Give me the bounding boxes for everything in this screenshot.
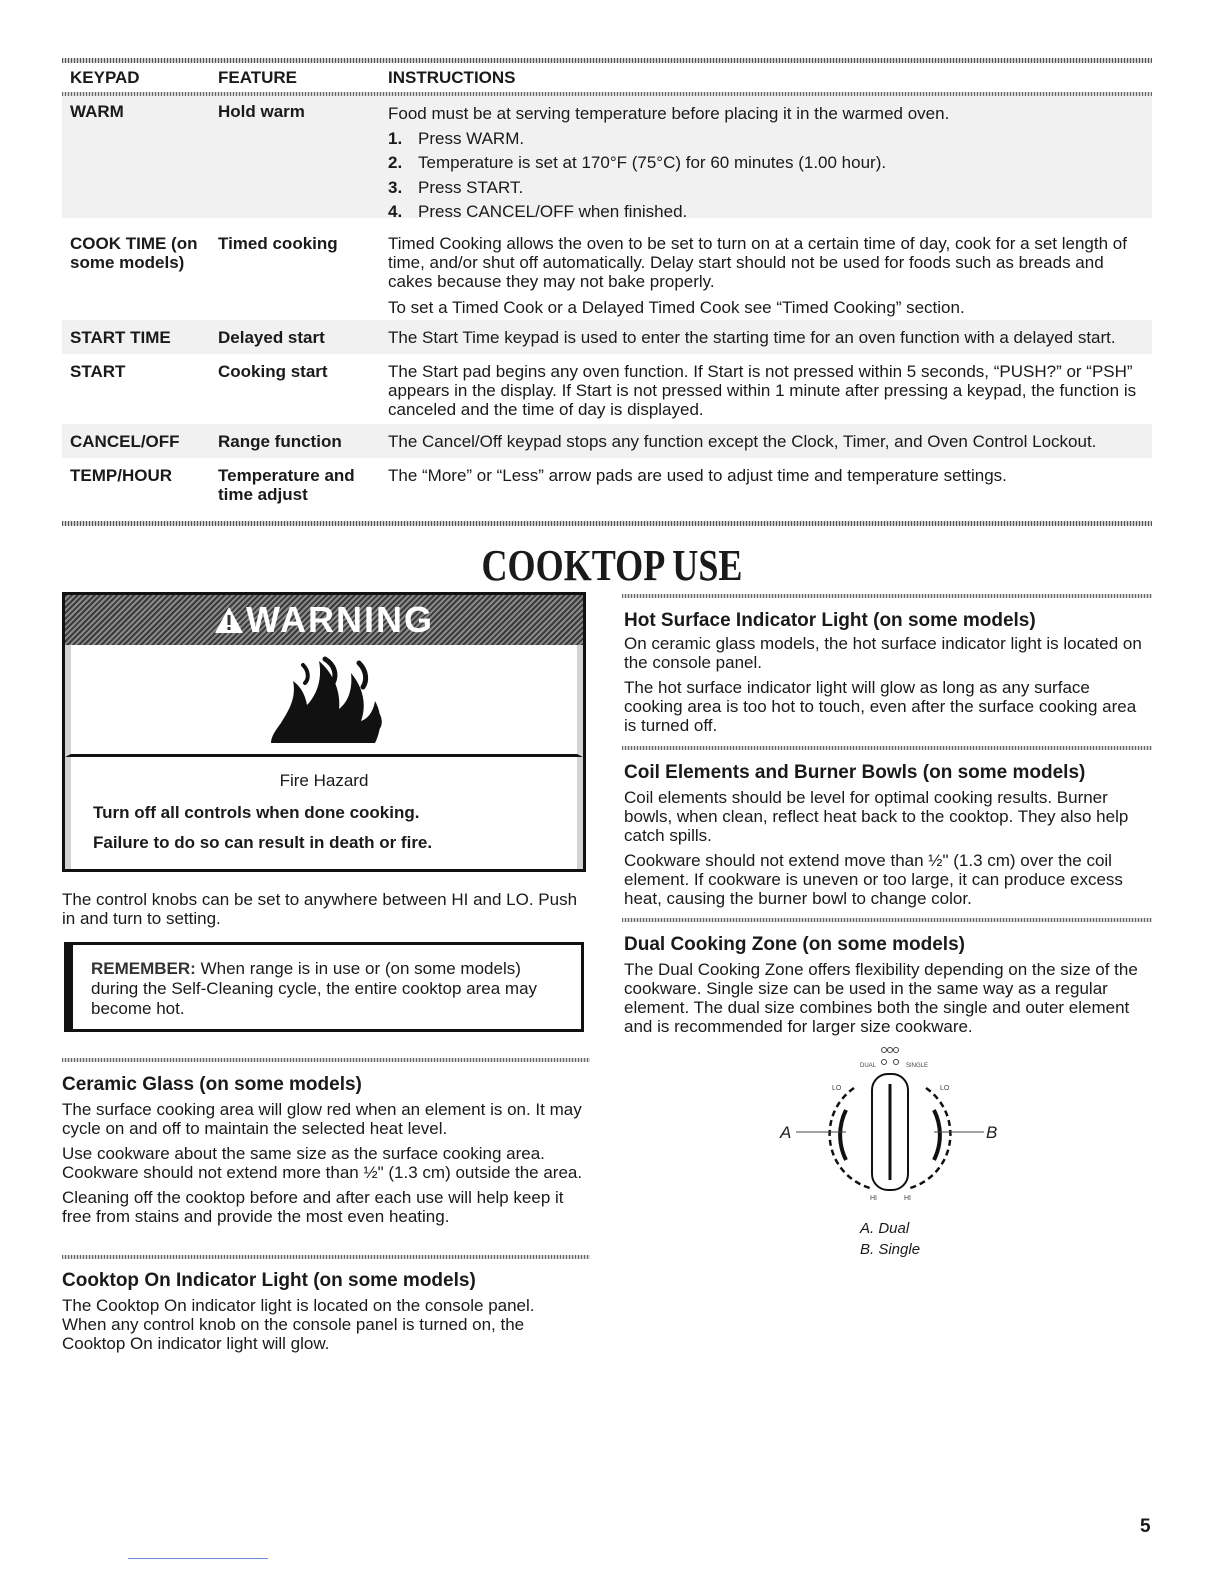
fire-icon: [263, 651, 393, 751]
coil-title: Coil Elements and Burner Bowls (on some models): [624, 762, 1086, 783]
hot-surface-text: [624, 634, 1152, 735]
knobs-text: The control knobs can be set to anywhere between HI and LO. Push in and turn to setting.: [62, 890, 578, 928]
coil-p1: Coil elements should be level for optimal cooking results. Burner bowls, when clean, reflect heat back to the cooktop. They also help catch spills.: [624, 788, 1129, 845]
warning-text-panel: [65, 757, 583, 869]
warning-icon-panel: [65, 645, 583, 757]
feature-start: Cooking start: [218, 362, 328, 381]
warm-steps: [388, 127, 1148, 225]
table-bottom-rule: [62, 521, 1152, 526]
feature-warm: Hold warm: [218, 102, 305, 121]
hot-surface-rule: [622, 594, 1152, 598]
warning-header: [65, 595, 583, 645]
feature-cancel-off: Range function: [218, 432, 342, 451]
cooktop-on-title: Cooktop On Indicator Light (on some models): [62, 1270, 476, 1291]
keypad-start-time: START TIME: [70, 328, 171, 347]
dial-arc-right-thick: [934, 1110, 940, 1160]
dial-arc-left-thick: [840, 1110, 846, 1160]
ceramic-rule: [62, 1058, 590, 1062]
cooktop-on-rule: [62, 1255, 590, 1259]
caption-a: A. Dual: [860, 1220, 910, 1237]
coil-rule: [622, 746, 1152, 750]
callout-b: B: [986, 1123, 998, 1142]
warning-header-text: WARNING: [246, 599, 434, 640]
dual-ring-dot-2: [888, 1048, 893, 1053]
callout-a: A: [780, 1123, 792, 1142]
dual-ring-dot-3: [894, 1048, 899, 1053]
knob-label-lo-right: LO: [940, 1085, 950, 1092]
cooktop-on-p1: The Cooktop On indicator light is located on the console panel. When any control knob on the console panel is turned on, the Cooktop On indicator light will glow.: [62, 1296, 535, 1353]
hot-surface-title: Hot Surface Indicator Light (on some models): [624, 610, 1036, 631]
section-title: COOKTOP USE: [481, 541, 743, 590]
keypad-temp-hour: TEMP/HOUR: [70, 466, 172, 485]
ceramic-text: [62, 1100, 590, 1226]
dual-title: Dual Cooking Zone (on some models): [624, 934, 965, 955]
ceramic-title: Ceramic Glass (on some models): [62, 1074, 362, 1095]
ceramic-p3: Cleaning off the cooktop before and after each use will help keep it free from stains and provide the most even heating.: [62, 1188, 564, 1226]
knob-label-lo-left: LO: [832, 1085, 842, 1092]
instructions-start-time: The Start Time keypad is used to enter the starting time for an oven function with a delayed start.: [388, 328, 1116, 347]
feature-temp-hour: Temperature and time adjust: [218, 466, 355, 504]
cook-time-text-1: Timed Cooking allows the oven to be set to turn on at a certain time of day, cook for a set length of time, and/or shut off automatically. Delay start should not be used for foods such as breads and cakes because they may not bake properly.: [388, 234, 1127, 291]
keypad-warm: WARM: [70, 102, 124, 121]
hot-surface-p2: The hot surface indicator light will glow as long as any surface cooking area is too hot to touch, even after the surface cooking area is turned off.: [624, 678, 1137, 735]
knob-label-single: SINGLE: [906, 1063, 929, 1069]
knob-caption: [860, 1218, 920, 1260]
coil-text: [624, 788, 1152, 908]
warm-step-2: 2. Temperature is set at 170°F (75°C) for 60 minutes (1.00 hour).: [388, 153, 887, 172]
dual-p1: The Dual Cooking Zone offers flexibility depending on the size of the cookware. Single size can be used in the same way as a regular element. The dual size combines both the single and outer element and is recommended for larger size cookware.: [624, 960, 1138, 1036]
single-ring-dot-1: [882, 1060, 887, 1065]
header-instructions: INSTRUCTIONS: [388, 68, 516, 87]
feature-cook-time: Timed cooking: [218, 234, 338, 253]
dial-arc-right: [910, 1088, 950, 1188]
caption-b: B. Single: [860, 1241, 921, 1258]
dual-ring-dot-1: [882, 1048, 887, 1053]
warning-line-2: Failure to do so can result in death or fire.: [93, 833, 433, 852]
knob-label-hi-left: HI: [870, 1195, 877, 1200]
feature-start-time: Delayed start: [218, 328, 325, 347]
remember-text: When range is in use or (on some models) during the Self-Cleaning cycle, the entire cooktop area may become hot.: [91, 959, 538, 1018]
instructions-warm: [388, 102, 1148, 225]
warning-hazard: Fire Hazard: [279, 771, 369, 790]
ceramic-p1: The surface cooking area will glow red when an element is on. It may cycle on and off to maintain the selected heat level.: [62, 1100, 582, 1138]
ceramic-p2: Use cookware about the same size as the surface cooking area. Cookware should not extend more than ½" (1.3 cm) outside the area.: [62, 1144, 583, 1182]
header-feature: FEATURE: [218, 68, 298, 87]
instructions-temp-hour: The “More” or “Less” arrow pads are used to adjust time and temperature settings.: [388, 466, 1007, 485]
knob-diagram: [762, 1040, 1022, 1200]
header-keypad: KEYPAD: [70, 68, 140, 87]
hot-surface-p1: On ceramic glass models, the hot surface indicator light is located on the console panel.: [624, 634, 1142, 672]
cook-time-text-2: To set a Timed Cook or a Delayed Timed Cook see “Timed Cooking” section.: [388, 298, 965, 317]
warm-step-4: 4. Press CANCEL/OFF when finished.: [388, 202, 688, 221]
warning-box: [62, 592, 586, 872]
footer-line: [128, 1558, 268, 1559]
warm-step-1: 1. Press WARM.: [388, 128, 525, 148]
knob-label-hi-right: HI: [904, 1195, 911, 1200]
instructions-cancel-off: The Cancel/Off keypad stops any function except the Clock, Timer, and Oven Control Lockout.: [388, 432, 1097, 451]
keypad-cancel-off: CANCEL/OFF: [70, 432, 180, 451]
warm-step-3: 3. Press START.: [388, 177, 524, 197]
remember-box: [64, 942, 584, 1032]
page-number: 5: [1140, 1516, 1151, 1537]
keypad-start: START: [70, 362, 126, 381]
remember-label: REMEMBER:: [91, 959, 196, 978]
instructions-start: The Start pad begins any oven function. If Start is not pressed within 5 seconds, “PUSH?” or “PSH” appears in the display. If Start is not pressed within 1 minute after pressing a keypad, the function is canceled and the time of day is displayed.: [388, 362, 1137, 419]
keypad-cook-time: COOK TIME (on some models): [70, 234, 198, 272]
knob-label-dual: DUAL: [860, 1063, 877, 1069]
dual-rule: [622, 918, 1152, 922]
dial-arc-left: [830, 1088, 870, 1188]
warning-triangle-icon: [214, 606, 244, 634]
coil-p2: Cookware should not extend move than ½" (1.3 cm) over the coil element. If cookware is uneven or too large, it can produce excess heat, causing the burner bowl to change color.: [624, 851, 1123, 908]
single-ring-dot-2: [894, 1060, 899, 1065]
instructions-cook-time: [388, 234, 1148, 317]
warning-line-1: Turn off all controls when done cooking.: [93, 803, 420, 822]
warm-intro: Food must be at serving temperature before placing it in the warmed oven.: [388, 104, 950, 123]
table-top-rule: [62, 58, 1152, 63]
